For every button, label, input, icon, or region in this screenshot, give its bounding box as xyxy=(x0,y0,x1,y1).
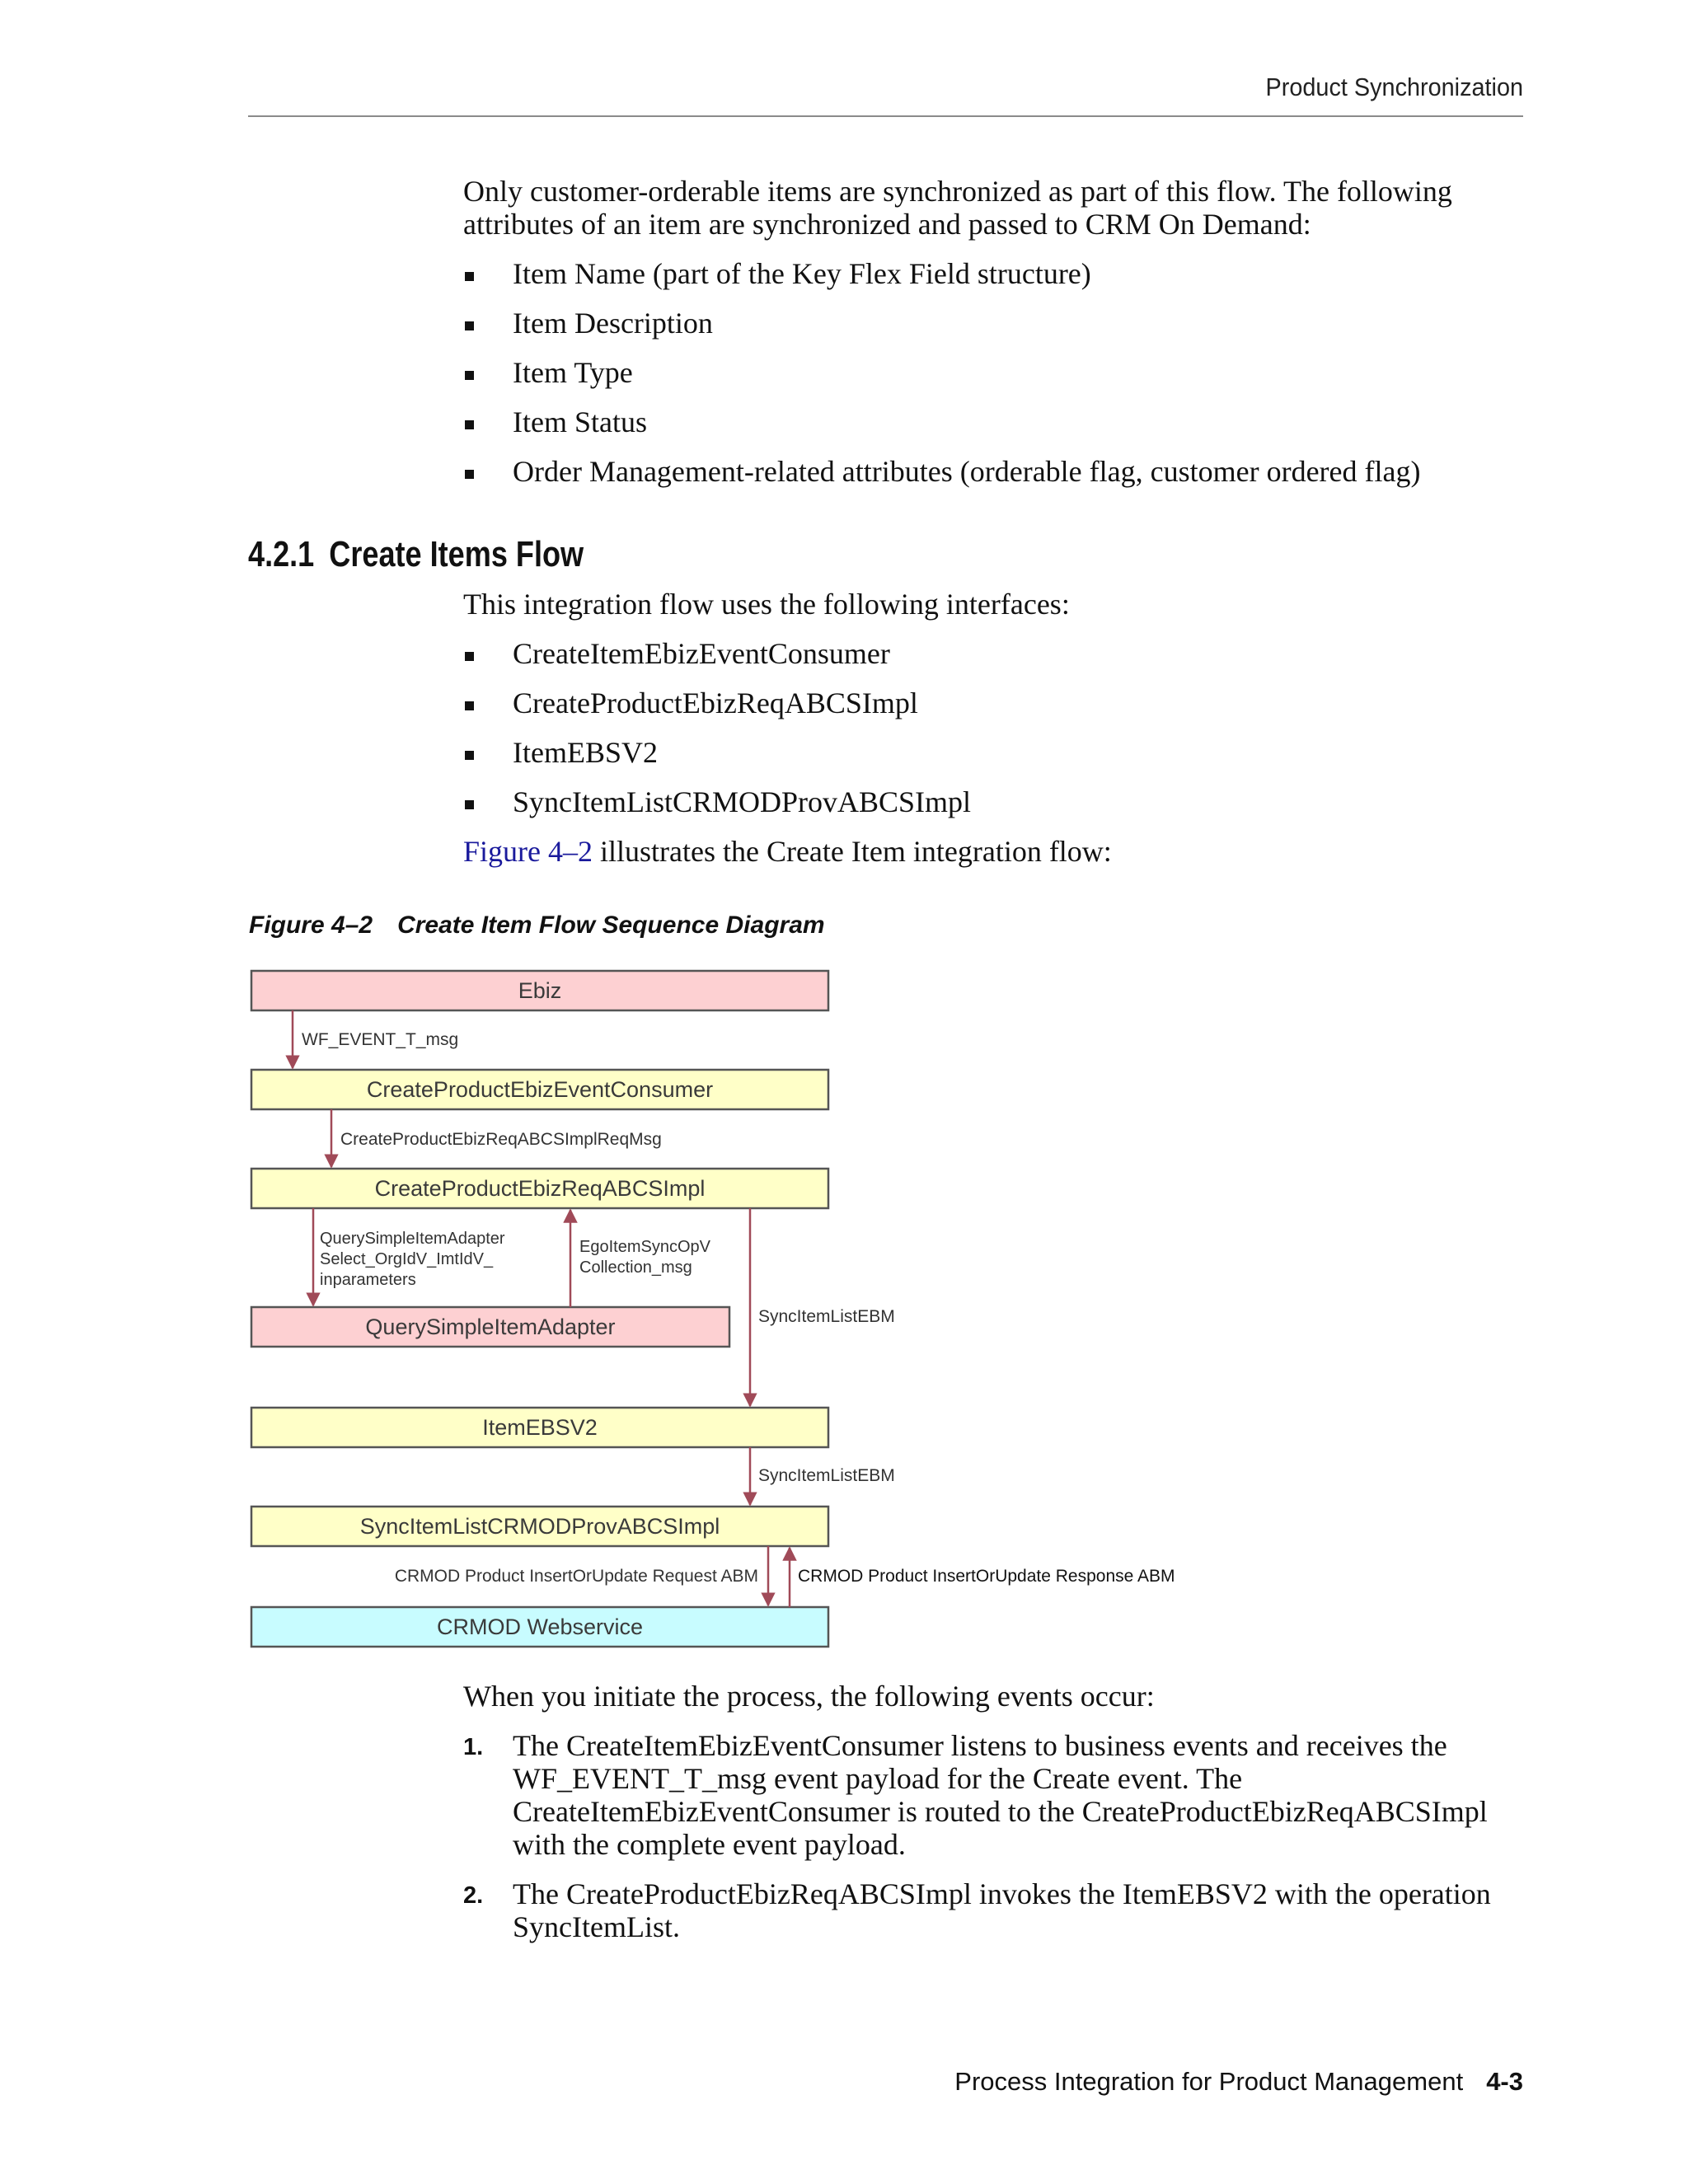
attribute-item: Order Management-related attributes (orderable flag, customer ordered flag) xyxy=(463,455,1526,504)
event-steps xyxy=(463,1729,1535,1960)
page-number: 4-3 xyxy=(1486,2067,1523,2096)
ebiz-label: Ebiz xyxy=(518,978,562,1003)
interface-item: CreateItemEbizEventConsumer xyxy=(463,637,1526,687)
adapter-label: QuerySimpleItemAdapter xyxy=(365,1315,616,1339)
ebs-box xyxy=(251,1408,828,1447)
adapter-response-label: EgoItemSyncOpV Collection_msg xyxy=(579,1238,710,1277)
step-number: 2. xyxy=(463,1882,484,1909)
figure-number: Figure 4–2 xyxy=(249,912,373,939)
section-heading xyxy=(248,534,584,575)
reqmsg-label: CreateProductEbizReqABCSImplReqMsg xyxy=(340,1130,662,1149)
section-number: 4.2.1 xyxy=(248,534,315,574)
figure-reference-text: illustrates the Create Item integration flow: xyxy=(593,835,1112,868)
footer-title: Process Integration for Product Management xyxy=(954,2067,1464,2096)
figure-reference-sentence xyxy=(463,835,1526,868)
reqabcs-box xyxy=(251,1169,828,1208)
crm-response-label: CRMOD Product InsertOrUpdate Response ABM xyxy=(798,1567,1175,1586)
reqabcs-label: CreateProductEbizReqABCSImpl xyxy=(374,1176,706,1201)
header-rule xyxy=(248,115,1523,117)
page-footer xyxy=(954,2067,1523,2097)
consumer-box xyxy=(251,1070,828,1109)
step-text: The CreateProductEbizReqABCSImpl invokes the ItemEBSV2 with the operation SyncItemList. xyxy=(513,1877,1491,1943)
interface-list xyxy=(463,637,1526,835)
wf-event-label: WF_EVENT_T_msg xyxy=(302,1030,459,1049)
section-title: Create Items Flow xyxy=(329,534,584,574)
running-header: Product Synchronization xyxy=(1265,73,1523,101)
sync-ebm-label-2: SyncItemListEBM xyxy=(758,1466,895,1485)
consumer-label: CreateProductEbizEventConsumer xyxy=(366,1077,714,1102)
figure-caption xyxy=(249,912,825,940)
ebs-label: ItemEBSV2 xyxy=(482,1415,598,1440)
figure-link[interactable]: Figure 4–2 xyxy=(463,835,593,868)
interface-item: CreateProductEbizReqABCSImpl xyxy=(463,687,1526,736)
adapter-box xyxy=(251,1307,729,1347)
event-step xyxy=(463,1729,1535,1861)
interface-item: SyncItemListCRMODProvABCSImpl xyxy=(463,785,1526,835)
crm-request-label: CRMOD Product InsertOrUpdate Request ABM xyxy=(394,1567,758,1586)
step-number: 1. xyxy=(463,1734,484,1760)
intro-paragraph: Only customer-orderable items are synchronized as part of this flow. The following attributes of an item are synchronized and passed to CRM On Demand: xyxy=(463,175,1452,241)
ebiz-box xyxy=(251,971,828,1010)
section-intro: This integration flow uses the following interfaces: xyxy=(463,588,1070,621)
crmod-label: CRMOD Webservice xyxy=(436,1615,644,1639)
sync-ebm-label-1: SyncItemListEBM xyxy=(758,1307,895,1326)
step-text: The CreateItemEbizEventConsumer listens to business events and receives the WF_EVENT_T_msg event payload for the Create event. The CreateItemEbizEventConsumer is routed to the CreateProductEbizReqABCSImpl with the complete event payload. xyxy=(513,1729,1488,1861)
adapter-request-label: QuerySimpleItemAdapter Select_OrgIdV_ImtIdV_ inparameters xyxy=(320,1230,505,1289)
events-intro: When you initiate the process, the following events occur: xyxy=(463,1680,1155,1713)
figure-title: Create Item Flow Sequence Diagram xyxy=(397,912,825,939)
attribute-item: Item Status xyxy=(463,405,1526,455)
crmod-box xyxy=(251,1607,828,1647)
event-step xyxy=(463,1877,1535,1943)
attribute-item: Item Type xyxy=(463,356,1526,405)
sequence-diagram xyxy=(247,963,1195,1663)
provabcs-label: SyncItemListCRMODProvABCSImpl xyxy=(359,1514,720,1539)
attribute-item: Item Name (part of the Key Flex Field structure) xyxy=(463,257,1526,307)
attribute-list xyxy=(463,257,1526,504)
interface-item: ItemEBSV2 xyxy=(463,736,1526,785)
provabcs-box xyxy=(251,1507,828,1546)
attribute-item: Item Description xyxy=(463,307,1526,356)
